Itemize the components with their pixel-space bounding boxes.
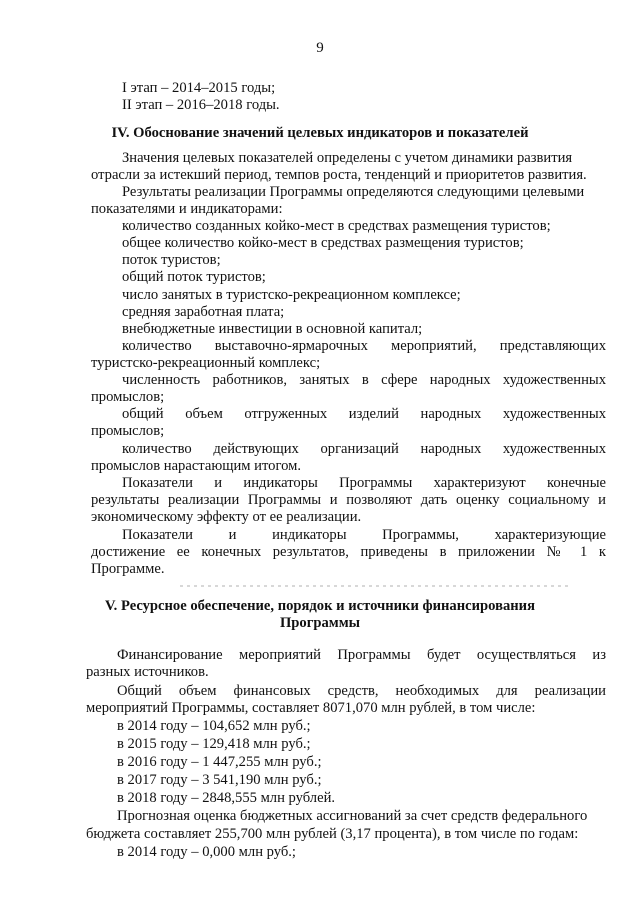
funding-year-item: в 2016 году – 1 447,255 млн руб.; <box>117 754 322 770</box>
indicator-item-11-line2: промыслов нарастающим итогом. <box>91 458 301 474</box>
indicator-item-9-line1: численность работников, занятых в сфере народных художественных <box>122 372 606 388</box>
indicator-item: поток туристов; <box>122 252 221 268</box>
section-5-title-line2: Программы <box>279 615 361 631</box>
s5-p3-year: в 2014 году – 0,000 млн руб.; <box>117 844 296 860</box>
indicator-item-8-line2: туристско-рекреационный комплекс; <box>91 355 321 371</box>
indicator-item: количество созданных койко-мест в средствах размещения туристов; <box>122 218 551 234</box>
s5-p2-line2: мероприятий Программы, составляет 8071,070 млн рублей, в том числе: <box>86 700 536 716</box>
scan-artifact <box>180 585 570 587</box>
indicator-item: внебюджетные инвестиции в основной капитал; <box>122 321 423 337</box>
indicator-item: число занятых в туристско-рекреационном комплексе; <box>122 287 461 303</box>
section-5-title-line1: V. Ресурсное обеспечение, порядок и источники финансирования <box>105 598 535 614</box>
s4-p3-line1: Показатели и индикаторы Программы характеризуют конечные <box>122 475 606 491</box>
s4-p4-line3: Программе. <box>91 561 165 577</box>
s5-p3-line2: бюджета составляет 255,700 млн рублей (3,17 процента), в том числе по годам: <box>86 826 579 842</box>
s5-p2-line1: Общий объем финансовых средств, необходимых для реализации <box>117 683 606 699</box>
s4-p1-line2: отрасли за истекший период, темпов роста, тенденций и приоритетов развития. <box>91 167 587 183</box>
s5-p1-line2: разных источников. <box>86 664 209 680</box>
s4-p4-line1: Показатели и индикаторы Программы, характеризующие <box>122 527 606 543</box>
s4-p2-line1: Результаты реализации Программы определяются следующими целевыми <box>122 184 585 200</box>
indicator-item: общий поток туристов; <box>122 269 266 285</box>
stage-2: II этап – 2016–2018 годы. <box>122 97 280 113</box>
funding-year-item: в 2018 году – 2848,555 млн рублей. <box>117 790 336 806</box>
indicator-item-10-line1: общий объем отгруженных изделий народных художественных <box>122 406 606 422</box>
s4-p3-line2: результаты реализации Программы и позволяют дать оценку социальному и <box>91 492 606 508</box>
stage-1: I этап – 2014–2015 годы; <box>122 80 276 96</box>
s4-p2-line2: показателями и индикаторами: <box>91 201 283 217</box>
indicator-item-8-line1: количество выставочно-ярмарочных мероприятий, представляющих <box>122 338 606 354</box>
funding-year-item: в 2017 году – 3 541,190 млн руб.; <box>117 772 322 788</box>
funding-year-item: в 2014 году – 104,652 млн руб.; <box>117 718 311 734</box>
s5-p3-line1: Прогнозная оценка бюджетных ассигнований за счет средств федерального <box>117 808 588 824</box>
section-4-title: IV. Обоснование значений целевых индикаторов и показателей <box>111 125 529 141</box>
indicator-item: средняя заработная плата; <box>122 304 285 320</box>
indicator-item-9-line2: промыслов; <box>91 389 165 405</box>
indicator-item: общее количество койко-мест в средствах размещения туристов; <box>122 235 524 251</box>
indicator-item-11-line1: количество действующих организаций народных художественных <box>122 441 606 457</box>
s4-p1-line1: Значения целевых показателей определены с учетом динамики развития <box>122 150 573 166</box>
indicator-item-10-line2: промыслов; <box>91 423 165 439</box>
page-number: 9 <box>316 40 324 56</box>
s5-p1-line1: Финансирование мероприятий Программы будет осуществляться из <box>117 647 606 663</box>
s4-p4-line2: достижение ее конечных результатов, приведены в приложении № 1 к <box>91 544 606 560</box>
s4-p3-line3: экономическому эффекту от ее реализации. <box>91 509 362 525</box>
funding-year-item: в 2015 году – 129,418 млн руб.; <box>117 736 311 752</box>
